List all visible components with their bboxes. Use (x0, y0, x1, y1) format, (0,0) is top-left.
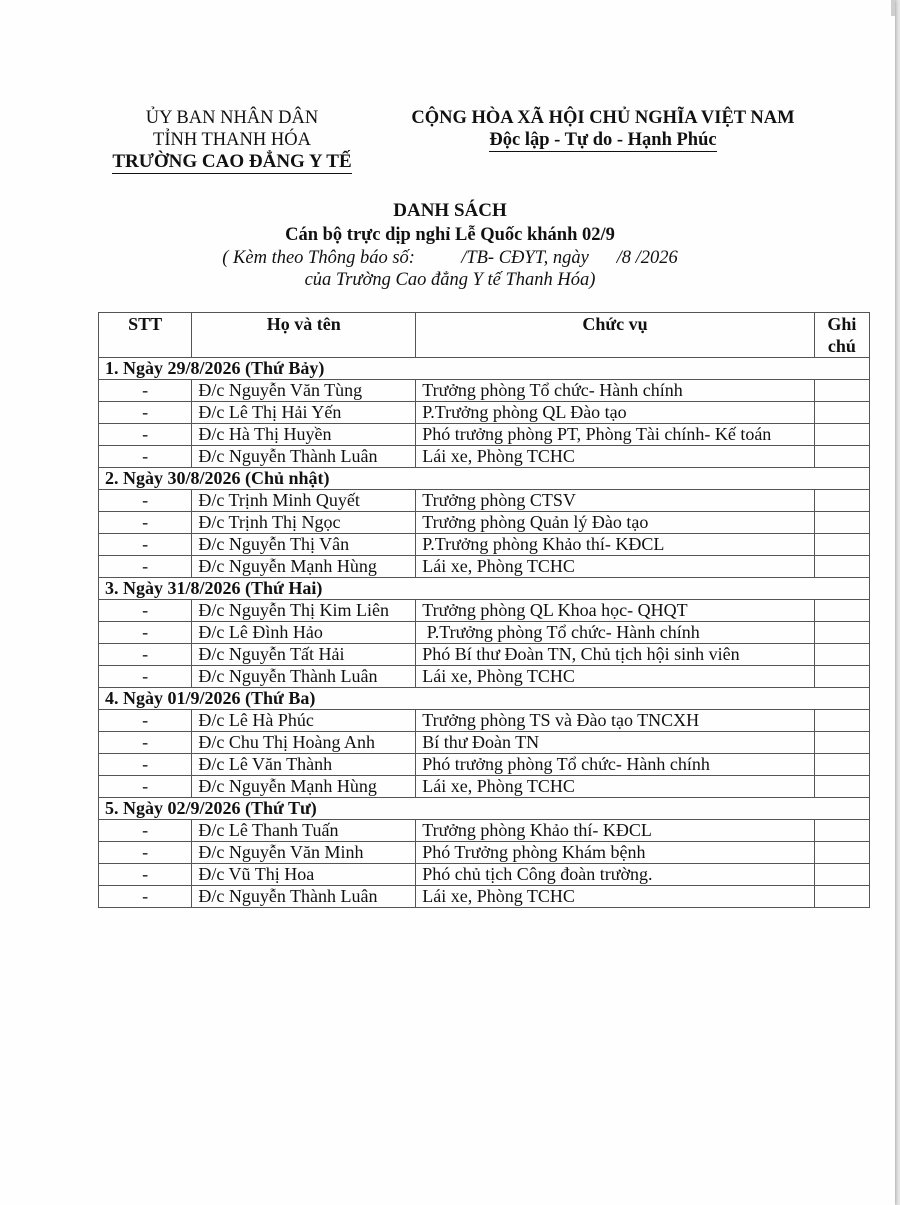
row-note (814, 754, 869, 776)
issuer-school: TRƯỜNG CAO ĐẲNG Y TẾ (112, 151, 352, 172)
row-stt: - (99, 732, 192, 754)
table-row (99, 446, 870, 468)
row-name: Đ/c Trịnh Minh Quyết (192, 490, 416, 512)
row-name: Đ/c Lê Văn Thành (192, 754, 416, 776)
row-name: Đ/c Nguyễn Tất Hải (192, 644, 416, 666)
issuer-line-1: ỦY BAN NHÂN DÂN (145, 108, 319, 128)
row-stt: - (99, 556, 192, 578)
row-position: Phó trưởng phòng Tổ chức- Hành chính (416, 754, 815, 776)
national-motto: Độc lập - Tự do - Hạnh Phúc (489, 130, 717, 150)
table-row (99, 622, 870, 644)
issuer-header (96, 107, 368, 173)
day-group-row (99, 358, 870, 380)
row-note (814, 864, 869, 886)
row-name: Đ/c Lê Hà Phúc (192, 710, 416, 732)
row-name: Đ/c Nguyễn Văn Minh (192, 842, 416, 864)
table-row (99, 710, 870, 732)
row-name: Đ/c Nguyễn Mạnh Hùng (192, 776, 416, 798)
row-name: Đ/c Nguyễn Thành Luân (192, 666, 416, 688)
title-line-3: ( Kèm theo Thông báo số: /TB- CĐYT, ngày /8 /2026 (222, 248, 678, 268)
day-group-label: 4. Ngày 01/9/2026 (Thứ Ba) (99, 688, 870, 710)
row-name: Đ/c Lê Đình Hảo (192, 622, 416, 644)
table-row (99, 490, 870, 512)
table-row (99, 776, 870, 798)
row-position: Lái xe, Phòng TCHC (416, 666, 815, 688)
table-row (99, 820, 870, 842)
row-stt: - (99, 644, 192, 666)
row-note (814, 402, 869, 424)
table-row (99, 886, 870, 908)
row-name: Đ/c Lê Thị Hải Yến (192, 402, 416, 424)
document-title (150, 199, 750, 291)
table-row (99, 754, 870, 776)
row-note (814, 732, 869, 754)
row-stt: - (99, 820, 192, 842)
row-position: P.Trưởng phòng QL Đào tạo (416, 402, 815, 424)
row-note (814, 622, 869, 644)
row-stt: - (99, 490, 192, 512)
row-stt: - (99, 864, 192, 886)
row-note (814, 534, 869, 556)
national-title: CỘNG HÒA XÃ HỘI CHỦ NGHĨA VIỆT NAM (411, 108, 795, 128)
row-note (814, 380, 869, 402)
table-row (99, 666, 870, 688)
row-note (814, 424, 869, 446)
row-position: Trưởng phòng CTSV (416, 490, 815, 512)
day-group-label: 1. Ngày 29/8/2026 (Thứ Bảy) (99, 358, 870, 380)
row-stt: - (99, 534, 192, 556)
row-position: Lái xe, Phòng TCHC (416, 446, 815, 468)
row-position: Phó Bí thư Đoàn TN, Chủ tịch hội sinh viên (416, 644, 815, 666)
row-position: Bí thư Đoàn TN (416, 732, 815, 754)
row-name: Đ/c Trịnh Thị Ngọc (192, 512, 416, 534)
table-row (99, 424, 870, 446)
row-name: Đ/c Lê Thanh Tuấn (192, 820, 416, 842)
national-header (388, 107, 818, 151)
row-position: Trưởng phòng TS và Đào tạo TNCXH (416, 710, 815, 732)
row-name: Đ/c Nguyễn Văn Tùng (192, 380, 416, 402)
table-row (99, 864, 870, 886)
title-line-1: DANH SÁCH (393, 200, 507, 221)
row-stt: - (99, 600, 192, 622)
row-stt: - (99, 380, 192, 402)
row-note (814, 446, 869, 468)
row-note (814, 842, 869, 864)
row-position: Lái xe, Phòng TCHC (416, 776, 815, 798)
row-stt: - (99, 710, 192, 732)
row-note (814, 512, 869, 534)
row-note (814, 600, 869, 622)
header-stt: STT (99, 313, 192, 358)
row-position: Phó chủ tịch Công đoàn trường. (416, 864, 815, 886)
row-stt: - (99, 842, 192, 864)
row-position: P.Trưởng phòng Tổ chức- Hành chính (416, 622, 815, 644)
row-name: Đ/c Nguyễn Thành Luân (192, 886, 416, 908)
table-row (99, 600, 870, 622)
row-stt: - (99, 622, 192, 644)
row-stt: - (99, 886, 192, 908)
table-row (99, 512, 870, 534)
day-group-row (99, 688, 870, 710)
table-row (99, 402, 870, 424)
row-note (814, 710, 869, 732)
row-note (814, 666, 869, 688)
row-name: Đ/c Nguyễn Thị Kim Liên (192, 600, 416, 622)
row-position: Trưởng phòng Quản lý Đào tạo (416, 512, 815, 534)
page-edge (891, 0, 895, 16)
header-note: Ghi chú (814, 313, 869, 358)
row-name: Đ/c Chu Thị Hoàng Anh (192, 732, 416, 754)
row-name: Đ/c Hà Thị Huyền (192, 424, 416, 446)
row-position: Trưởng phòng Tổ chức- Hành chính (416, 380, 815, 402)
row-position: Phó trưởng phòng PT, Phòng Tài chính- Kế toán (416, 424, 815, 446)
day-group-label: 2. Ngày 30/8/2026 (Chủ nhật) (99, 468, 870, 490)
duty-roster-table (98, 312, 870, 908)
header-name: Họ và tên (192, 313, 416, 358)
table-row (99, 644, 870, 666)
row-note (814, 490, 869, 512)
issuer-line-2: TỈNH THANH HÓA (153, 130, 311, 150)
row-stt: - (99, 424, 192, 446)
table-row (99, 380, 870, 402)
day-group-row (99, 578, 870, 600)
row-stt: - (99, 754, 192, 776)
row-name: Đ/c Vũ Thị Hoa (192, 864, 416, 886)
row-stt: - (99, 446, 192, 468)
day-group-row (99, 798, 870, 820)
row-stt: - (99, 402, 192, 424)
title-line-4: của Trường Cao đẳng Y tế Thanh Hóa) (304, 270, 596, 290)
table-row (99, 534, 870, 556)
row-position: Phó Trưởng phòng Khám bệnh (416, 842, 815, 864)
row-position: Trưởng phòng QL Khoa học- QHQT (416, 600, 815, 622)
row-stt: - (99, 512, 192, 534)
row-name: Đ/c Nguyễn Thành Luân (192, 446, 416, 468)
title-line-2: Cán bộ trực dịp nghỉ Lễ Quốc khánh 02/9 (285, 225, 615, 245)
row-note (814, 820, 869, 842)
table-row (99, 842, 870, 864)
row-note (814, 556, 869, 578)
row-position: Trưởng phòng Khảo thí- KĐCL (416, 820, 815, 842)
row-name: Đ/c Nguyễn Thị Vân (192, 534, 416, 556)
row-stt: - (99, 776, 192, 798)
table-body (99, 358, 870, 908)
day-group-label: 3. Ngày 31/8/2026 (Thứ Hai) (99, 578, 870, 600)
table-header-row (99, 313, 870, 358)
header-position: Chức vụ (416, 313, 815, 358)
row-stt: - (99, 666, 192, 688)
row-position: Lái xe, Phòng TCHC (416, 556, 815, 578)
row-name: Đ/c Nguyễn Mạnh Hùng (192, 556, 416, 578)
row-note (814, 886, 869, 908)
row-position: Lái xe, Phòng TCHC (416, 886, 815, 908)
row-note (814, 644, 869, 666)
day-group-label: 5. Ngày 02/9/2026 (Thứ Tư) (99, 798, 870, 820)
table-row (99, 732, 870, 754)
row-position: P.Trưởng phòng Khảo thí- KĐCL (416, 534, 815, 556)
day-group-row (99, 468, 870, 490)
row-note (814, 776, 869, 798)
table-row (99, 556, 870, 578)
